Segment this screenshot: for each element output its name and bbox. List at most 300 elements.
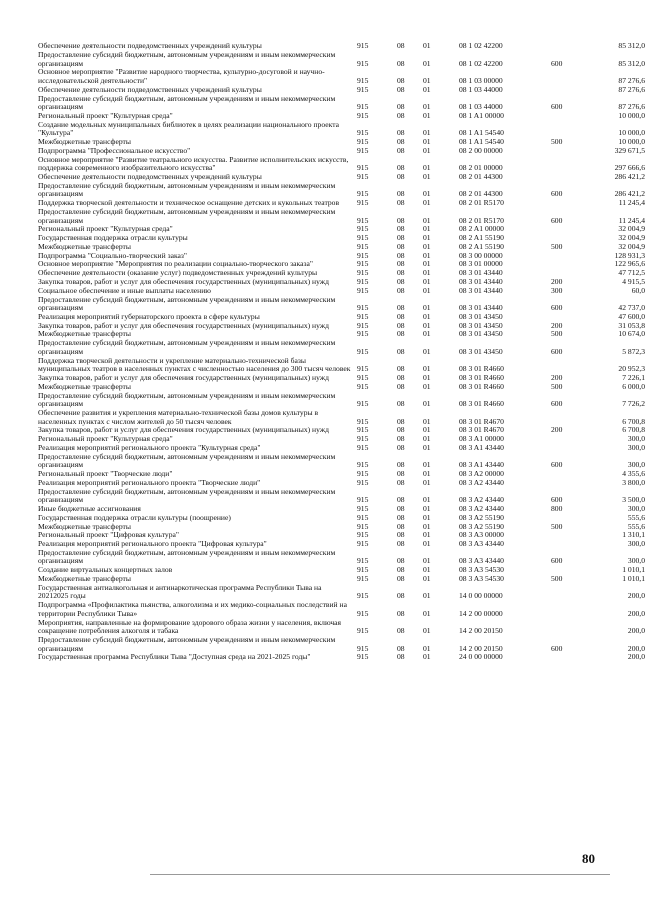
code-gov: 915: [357, 442, 369, 452]
code-gov: 915: [357, 320, 369, 330]
code-subsection: 01: [423, 215, 431, 225]
code-gov: 915: [357, 460, 369, 470]
code-target: 08 2 01 44300: [459, 189, 503, 199]
code-target: 08 3 01 43440: [459, 268, 503, 278]
code-expense-type: 500: [551, 574, 563, 584]
code-gov: 915: [357, 110, 369, 120]
code-target: 08 3 A3 00000: [459, 530, 504, 540]
code-subsection: 01: [423, 58, 431, 68]
code-subsection: 01: [423, 574, 431, 584]
amount: 60,0: [631, 285, 645, 295]
code-gov: 915: [357, 643, 369, 653]
code-subsection: 01: [423, 268, 431, 278]
code-section: 08: [397, 171, 405, 181]
code-gov: 915: [357, 539, 369, 549]
code-gov: 915: [357, 591, 369, 601]
code-subsection: 01: [423, 276, 431, 286]
code-subsection: 01: [423, 128, 431, 138]
code-subsection: 01: [423, 521, 431, 531]
code-section: 08: [397, 198, 405, 208]
code-target: 08 1 A1 54540: [459, 128, 504, 138]
code-section: 08: [397, 503, 405, 513]
table-row: [38, 407, 645, 426]
code-section: 08: [397, 189, 405, 199]
code-subsection: 01: [423, 565, 431, 575]
code-target: 08 3 A3 54530: [459, 565, 504, 575]
code-target: 08 3 01 43440: [459, 285, 503, 295]
code-target: 08 3 A3 43440: [459, 539, 504, 549]
code-gov: 915: [357, 259, 369, 269]
code-subsection: 01: [423, 189, 431, 199]
amount: 200,0: [627, 626, 645, 636]
amount: 300,0: [627, 434, 645, 444]
code-target: 08 1 03 44000: [459, 102, 503, 112]
code-section: 08: [397, 320, 405, 330]
table-row: [38, 180, 645, 199]
code-target: 08 3 A3 43440: [459, 556, 504, 566]
code-expense-type: 500: [551, 381, 563, 391]
amount: 122 965,6: [614, 259, 645, 269]
code-subsection: 01: [423, 329, 431, 339]
item-name: Подпрограмма "Социально-творческий заказ": [38, 250, 187, 260]
code-section: 08: [397, 241, 405, 251]
code-expense-type: 600: [551, 495, 563, 505]
amount: 32 004,9: [618, 233, 645, 243]
amount: 10 674,0: [618, 329, 645, 339]
code-section: 08: [397, 285, 405, 295]
amount: 286 421,2: [614, 189, 645, 199]
amount: 300,0: [627, 442, 645, 452]
item-name: Предоставление субсидий бюджетным, автономным учреждениям и иным некоммерческим организациям: [38, 486, 336, 505]
code-subsection: 01: [423, 110, 431, 120]
code-subsection: 01: [423, 364, 431, 374]
code-subsection: 01: [423, 608, 431, 618]
code-expense-type: 500: [551, 137, 563, 147]
code-section: 08: [397, 137, 405, 147]
item-name: Предоставление субсидий бюджетным, автономным учреждениям и иным некоммерческим организациям: [38, 547, 336, 566]
code-section: 08: [397, 268, 405, 278]
code-section: 08: [397, 626, 405, 636]
code-gov: 915: [357, 75, 369, 85]
code-gov: 915: [357, 364, 369, 374]
amount: 10 000,0: [618, 137, 645, 147]
code-gov: 915: [357, 224, 369, 234]
item-name: Мероприятия, направленные на формирование здорового образа жизни у населения, включая сокращение потребления алкоголя и табака: [38, 617, 342, 636]
table-row: [38, 652, 645, 662]
item-name: Основное мероприятие "Развитие народного творчества, культурно-досуговой и научно-исследовательской деятельности": [38, 67, 325, 85]
code-subsection: 01: [423, 530, 431, 540]
code-expense-type: 600: [551, 189, 563, 199]
code-section: 08: [397, 442, 405, 452]
code-section: 08: [397, 75, 405, 85]
amount: 3 500,0: [622, 495, 645, 505]
item-name: Межбюджетные трансферты: [38, 574, 131, 584]
code-target: 08 3 00 00000: [459, 250, 503, 260]
code-gov: 915: [357, 574, 369, 584]
item-name: Реализация мероприятий регионального проекта "Цифровая культура": [38, 539, 267, 549]
code-section: 08: [397, 381, 405, 391]
amount: 297 666,6: [614, 163, 645, 173]
code-target: 08 3 01 R4660: [459, 364, 504, 374]
code-expense-type: 600: [551, 303, 563, 313]
code-section: 08: [397, 128, 405, 138]
item-name: Подпрограмма "Профессиональное искусство": [38, 145, 191, 155]
code-subsection: 01: [423, 373, 431, 382]
code-target: 08 3 A2 43440: [459, 477, 504, 487]
code-section: 08: [397, 145, 405, 155]
amount: 85 312,0: [618, 58, 645, 68]
code-subsection: 01: [423, 320, 431, 330]
code-subsection: 01: [423, 381, 431, 391]
item-name: Предоставление субсидий бюджетным, автономным учреждениям и иным некоммерческим организациям: [38, 338, 336, 356]
code-subsection: 01: [423, 652, 431, 662]
item-name: Обеспечение деятельности (оказание услуг) подведомственных учреждений культуры: [38, 268, 318, 278]
code-expense-type: 500: [551, 241, 563, 251]
code-subsection: 01: [423, 171, 431, 181]
code-target: 08 3 A1 43440: [459, 460, 504, 470]
code-subsection: 01: [423, 233, 431, 243]
code-gov: 915: [357, 250, 369, 260]
table-row: [38, 67, 645, 85]
code-gov: 915: [357, 84, 369, 94]
code-subsection: 01: [423, 75, 431, 85]
amount: 6 700,8: [622, 425, 645, 435]
code-gov: 915: [357, 285, 369, 295]
code-section: 08: [397, 58, 405, 68]
item-name: Обеспечение развития и укрепления материально-технической базы домов культуры в населенных пунктах с числом жителей до 50 тысяч человек: [38, 407, 319, 426]
code-expense-type: 600: [551, 556, 563, 566]
item-name: Закупка товаров, работ и услуг для обеспечения государственных (муниципальных) нужд: [38, 320, 329, 330]
table-row: [38, 582, 645, 601]
amount: 1 310,1: [622, 530, 645, 540]
code-target: 08 3 01 00000: [459, 259, 503, 269]
amount: 286 421,2: [614, 171, 645, 181]
code-gov: 915: [357, 556, 369, 566]
amount: 300,0: [627, 539, 645, 549]
code-subsection: 01: [423, 425, 431, 435]
item-name: Иные бюджетные ассигнования: [38, 503, 141, 513]
code-expense-type: 800: [551, 503, 563, 513]
code-target: 08 3 01 43450: [459, 346, 503, 356]
code-gov: 915: [357, 434, 369, 444]
amount: 87 276,6: [618, 84, 645, 94]
code-gov: 915: [357, 171, 369, 181]
code-gov: 915: [357, 198, 369, 208]
code-section: 08: [397, 495, 405, 505]
amount: 7 726,2: [622, 399, 645, 409]
code-target: 08 2 A1 55190: [459, 233, 504, 243]
code-gov: 915: [357, 137, 369, 147]
code-target: 08 3 01 R4660: [459, 399, 504, 409]
code-gov: 915: [357, 381, 369, 391]
amount: 300,0: [627, 556, 645, 566]
code-subsection: 01: [423, 84, 431, 94]
code-section: 08: [397, 416, 405, 426]
code-target: 08 3 A2 55190: [459, 512, 504, 522]
code-target: 08 3 A1 00000: [459, 434, 504, 444]
code-section: 08: [397, 399, 405, 409]
code-target: 24 0 00 00000: [459, 652, 503, 662]
code-target: 08 2 00 00000: [459, 145, 503, 155]
code-target: 08 3 01 R4660: [459, 381, 504, 391]
table-row: [38, 617, 645, 636]
table-row: [38, 294, 645, 313]
item-name: Закупка товаров, работ и услуг для обеспечения государственных (муниципальных) нужд: [38, 373, 329, 382]
code-subsection: 01: [423, 102, 431, 112]
amount: 200,0: [627, 608, 645, 618]
item-name: Предоставление субсидий бюджетным, автономным учреждениям и иным некоммерческим организациям: [38, 451, 336, 470]
table-row: [38, 338, 645, 356]
item-name: Предоставление субсидий бюджетным, автономным учреждениям и иным некоммерческим организациям: [38, 180, 336, 199]
code-section: 08: [397, 250, 405, 260]
amount: 300,0: [627, 460, 645, 470]
code-gov: 915: [357, 626, 369, 636]
code-target: 08 2 01 R5170: [459, 198, 504, 208]
table-row: [38, 451, 645, 470]
table-row: [38, 390, 645, 409]
item-name: Предоставление субсидий бюджетным, автономным учреждениям и иным некоммерческим организациям: [38, 294, 336, 313]
code-target: 08 2 01 44300: [459, 171, 503, 181]
code-section: 08: [397, 329, 405, 339]
amount: 85 312,0: [618, 41, 645, 51]
code-gov: 915: [357, 163, 369, 173]
code-section: 08: [397, 469, 405, 479]
budget-table: [38, 41, 645, 662]
code-gov: 915: [357, 425, 369, 435]
code-section: 08: [397, 539, 405, 549]
code-section: 08: [397, 110, 405, 120]
code-section: 08: [397, 591, 405, 601]
table-row: [38, 119, 645, 138]
amount: 10 000,0: [618, 128, 645, 138]
amount: 47 712,5: [618, 268, 645, 278]
table-row: [38, 634, 645, 653]
code-section: 08: [397, 425, 405, 435]
code-gov: 915: [357, 329, 369, 339]
item-name: Региональный проект "Цифровая культура": [38, 530, 179, 540]
item-name: Предоставление субсидий бюджетным, автономным учреждениям и иным некоммерческим организациям: [38, 206, 336, 225]
code-expense-type: 200: [551, 320, 563, 330]
item-name: Предоставление субсидий бюджетным, автономным учреждениям и иным некоммерческим организациям: [38, 93, 336, 112]
item-name: Социальное обеспечение и иные выплаты населению: [38, 285, 211, 295]
code-subsection: 01: [423, 346, 431, 356]
item-name: Реализация мероприятий губернаторского проекта в сфере культуры: [38, 311, 260, 321]
item-name: Предоставление субсидий бюджетным, автономным учреждениям и иным некоммерческим организациям: [38, 634, 336, 653]
code-section: 08: [397, 41, 405, 51]
table-row: [38, 486, 645, 505]
amount: 4 355,6: [622, 469, 645, 479]
code-gov: 915: [357, 565, 369, 575]
code-subsection: 01: [423, 311, 431, 321]
table-row: [38, 547, 645, 566]
code-target: 14 2 00 00000: [459, 608, 503, 618]
amount: 11 245,4: [618, 215, 645, 225]
code-target: 08 3 01 43440: [459, 303, 503, 313]
code-target: 08 3 A1 43440: [459, 442, 504, 452]
code-section: 08: [397, 434, 405, 444]
item-name: Обеспечение деятельности подведомственных учреждений культуры: [38, 171, 262, 181]
code-gov: 915: [357, 477, 369, 487]
code-section: 08: [397, 530, 405, 540]
code-gov: 915: [357, 373, 369, 382]
code-section: 08: [397, 102, 405, 112]
code-section: 08: [397, 565, 405, 575]
code-gov: 915: [357, 241, 369, 251]
code-gov: 915: [357, 41, 369, 51]
code-section: 08: [397, 259, 405, 269]
code-expense-type: 300: [551, 285, 563, 295]
code-section: 08: [397, 311, 405, 321]
code-gov: 915: [357, 652, 369, 662]
code-subsection: 01: [423, 163, 431, 173]
code-gov: 915: [357, 303, 369, 313]
code-gov: 915: [357, 469, 369, 479]
code-section: 08: [397, 643, 405, 653]
code-subsection: 01: [423, 303, 431, 313]
code-target: 08 1 03 44000: [459, 84, 503, 94]
item-name: Межбюджетные трансферты: [38, 241, 131, 251]
item-name: Межбюджетные трансферты: [38, 381, 131, 391]
item-name: Закупка товаров, работ и услуг для обеспечения государственных (муниципальных) нужд: [38, 425, 329, 435]
amount: 300,0: [627, 503, 645, 513]
code-gov: 915: [357, 512, 369, 522]
item-name: Государственная поддержка отрасли культуры (поощрение): [38, 512, 231, 522]
code-expense-type: 500: [551, 521, 563, 531]
item-name: Реализация мероприятий регионального проекта "Культурная среда": [38, 442, 261, 452]
amount: 87 276,6: [618, 75, 645, 85]
item-name: Обеспечение деятельности подведомственных учреждений культуры: [38, 41, 262, 51]
item-name: Региональный проект "Культурная среда": [38, 224, 173, 234]
code-gov: 915: [357, 495, 369, 505]
code-subsection: 01: [423, 198, 431, 208]
item-name: Основное мероприятие "Мероприятия по реализации социально-творческого заказа": [38, 259, 313, 269]
code-expense-type: 200: [551, 425, 563, 435]
amount: 42 737,0: [618, 303, 645, 313]
code-subsection: 01: [423, 512, 431, 522]
amount: 200,0: [627, 652, 645, 662]
code-target: 08 2 01 R5170: [459, 215, 504, 225]
amount: 1 010,1: [622, 565, 645, 575]
page-number: 80: [582, 851, 595, 866]
code-target: 14 2 00 20150: [459, 626, 503, 636]
code-subsection: 01: [423, 224, 431, 234]
code-section: 08: [397, 521, 405, 531]
code-target: 08 3 01 R4660: [459, 373, 504, 382]
item-name: Региональный проект "Культурная среда": [38, 110, 173, 120]
table-row: [38, 154, 645, 173]
code-target: 08 3 01 R4670: [459, 425, 504, 435]
code-gov: 915: [357, 276, 369, 286]
code-section: 08: [397, 346, 405, 356]
code-section: 08: [397, 512, 405, 522]
code-gov: 915: [357, 346, 369, 356]
code-gov: 915: [357, 58, 369, 68]
item-name: Предоставление субсидий бюджетным, автономным учреждениям и иным некоммерческим организациям: [38, 49, 336, 68]
code-target: 08 3 A2 55190: [459, 521, 504, 531]
code-expense-type: 600: [551, 346, 563, 356]
item-name: Подпрограмма «Профилактика пьянства, алкоголизма и их медико-социальных последствий на территории Республики Тыва»: [38, 600, 347, 618]
code-target: 08 3 A2 00000: [459, 469, 504, 479]
code-subsection: 01: [423, 434, 431, 444]
code-gov: 915: [357, 416, 369, 426]
code-section: 08: [397, 556, 405, 566]
code-section: 08: [397, 477, 405, 487]
item-name: Создание модельных муниципальных библиотек в целях реализации национального проекта "Культура": [38, 119, 339, 138]
code-section: 08: [397, 163, 405, 173]
code-target: 08 2 A1 00000: [459, 224, 504, 234]
code-gov: 915: [357, 503, 369, 513]
code-gov: 915: [357, 189, 369, 199]
amount: 200,0: [627, 591, 645, 601]
amount: 10 000,0: [618, 110, 645, 120]
item-name: Государственная программа Республики Тыва "Доступная среда на 2021-2025 годы": [38, 652, 311, 662]
code-gov: 915: [357, 233, 369, 243]
code-section: 08: [397, 652, 405, 662]
code-subsection: 01: [423, 250, 431, 260]
item-name: Государственная антиалкогольная и антинаркотическая программа Республики Тыва на 20212025 годы: [38, 582, 322, 601]
code-gov: 915: [357, 128, 369, 138]
code-target: 08 1 A1 00000: [459, 110, 504, 120]
code-expense-type: 200: [551, 276, 563, 286]
amount: 6 700,8: [622, 416, 645, 426]
table-row: [38, 93, 645, 112]
code-section: 08: [397, 574, 405, 584]
code-subsection: 01: [423, 626, 431, 636]
amount: 6 000,0: [622, 381, 645, 391]
code-section: 08: [397, 460, 405, 470]
code-subsection: 01: [423, 241, 431, 251]
code-subsection: 01: [423, 259, 431, 269]
amount: 47 600,0: [618, 311, 645, 321]
amount: 555,6: [627, 512, 645, 522]
code-gov: 915: [357, 530, 369, 540]
item-name: Реализация мероприятий регионального проекта "Творческие люди": [38, 477, 261, 487]
amount: 555,6: [627, 521, 645, 531]
code-subsection: 01: [423, 416, 431, 426]
code-subsection: 01: [423, 591, 431, 601]
item-name: Обеспечение деятельности подведомственных учреждений культуры: [38, 84, 262, 94]
code-section: 08: [397, 84, 405, 94]
code-subsection: 01: [423, 539, 431, 549]
amount: 200,0: [627, 643, 645, 653]
code-target: 08 1 02 42200: [459, 58, 503, 68]
code-section: 08: [397, 224, 405, 234]
code-target: 08 3 A2 43440: [459, 503, 504, 513]
item-name: Поддержка творческой деятельности и укрепление материально-технической базы муниципальных театров в населенных пунктах с численностью населения до 300 тысяч человек: [38, 355, 351, 374]
amount: 329 671,5: [614, 145, 645, 155]
table-row: [38, 355, 645, 374]
code-subsection: 01: [423, 643, 431, 653]
code-subsection: 01: [423, 137, 431, 147]
code-target: 08 3 A3 54530: [459, 574, 504, 584]
code-expense-type: 600: [551, 399, 563, 409]
code-section: 08: [397, 364, 405, 374]
code-subsection: 01: [423, 469, 431, 479]
code-target: 08 3 01 43450: [459, 320, 503, 330]
amount: 11 245,4: [618, 198, 645, 208]
code-expense-type: 600: [551, 460, 563, 470]
code-gov: 915: [357, 145, 369, 155]
amount: 3 800,0: [622, 477, 645, 487]
code-subsection: 01: [423, 145, 431, 155]
code-section: 08: [397, 276, 405, 286]
code-gov: 915: [357, 102, 369, 112]
code-subsection: 01: [423, 41, 431, 51]
table-row: [38, 600, 645, 618]
code-gov: 915: [357, 311, 369, 321]
code-target: 08 2 A1 55190: [459, 241, 504, 251]
footer-rule: [150, 874, 610, 875]
